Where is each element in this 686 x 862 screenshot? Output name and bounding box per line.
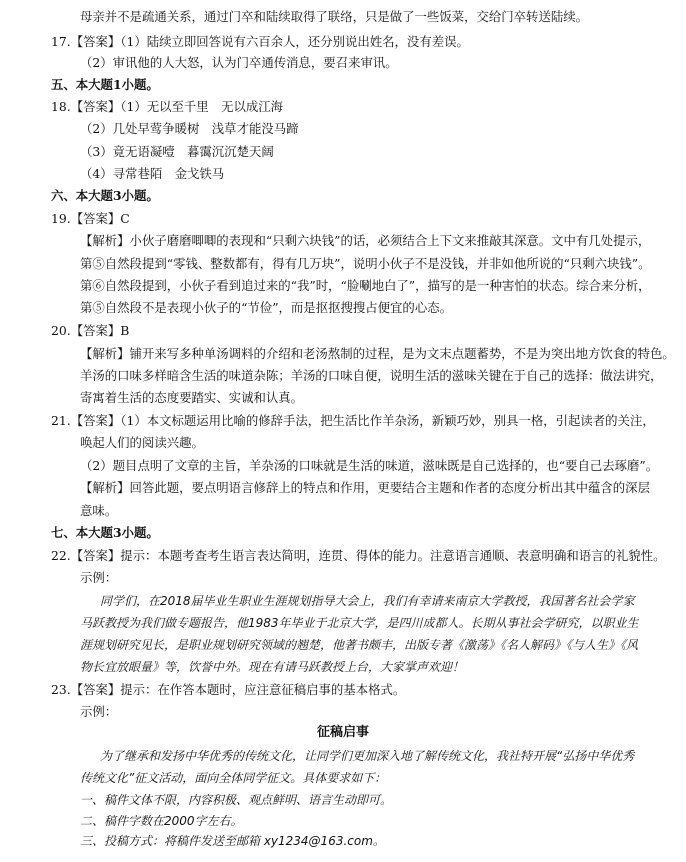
line-14: 20.【答案】B — [51, 323, 130, 338]
line-2: （2）审讯他的人大怒，认为门卒通传消息，要召来审讯。 — [80, 55, 398, 70]
line-31: 示例： — [80, 704, 118, 719]
line-29: 物长宜放眼量》等，饮誉中外。现在有请马跃教授上台，大家掌声欢迎！ — [80, 660, 465, 674]
line-4: 18.【答案】（1）无以至千里 无以成江海 — [51, 99, 284, 114]
line-33: 为了继承和发扬中华优秀的传统文化，让同学们更加深入地了解传统文化，我社特开展“弘扬中华优秀 — [100, 749, 635, 763]
line-23: 七、本大题3小题。 — [51, 525, 159, 540]
line-27: 马跃教授为我们做专题报告，他1983年毕业于北京大学，是四川成都人。长期从事社会学研究，以职业生 — [80, 616, 639, 630]
notice-title: 征稿启事 — [316, 725, 369, 740]
line-20: （2）题目点明了文章的主旨，羊杂汤的口味就是生活的味道，滋味既是自己选择的，也“要自己去琢磨”。 — [80, 458, 659, 473]
line-28: 涯规划研究见长，是职业规划研究领域的翘楚，他著书颇丰，出版专著《激荡》《名人解码》《与人生》《风 — [80, 638, 639, 652]
line-3: 五、本大题1小题。 — [51, 77, 159, 92]
line-1: 17.【答案】（1）陆续立即回答说有六百余人，还分别说出姓名，没有差误。 — [51, 34, 469, 49]
line-36: 二、稿件字数在2000字左右。 — [80, 814, 243, 828]
line-17: 寄寓着生活的态度要踏实、实诚和认真。 — [80, 390, 304, 405]
line-19: 唤起人们的阅读兴趣。 — [80, 435, 204, 450]
line-22: 意味。 — [80, 503, 118, 518]
line-16: 羊汤的口味多样暗含生活的味道杂陈；羊汤的口味自便，说明生活的滋味关键在于自己的选择：做法讲究， — [80, 368, 663, 383]
line-24: 22.【答案】提示：本题考查考生语言表达简明，连贯、得体的能力。注意语言通顺、表意明确和语言的礼貌性。 — [51, 548, 666, 563]
line-6: （3）竟无语凝噎 暮霭沉沉楚天阔 — [80, 144, 274, 159]
line-25: 示例： — [80, 570, 118, 585]
line-12: 第⑥自然段提到，小伙子看到追过来的“我”时，“脸唰地白了”，描写的是一种害怕的状态。综合来分析， — [80, 278, 651, 293]
line-21: 【解析】回答此题，要点明语言修辞上的特点和作用，更要结合主题和作者的态度分析出其中蕴含的深层 — [80, 480, 650, 495]
line-9: 19.【答案】C — [51, 211, 130, 226]
line-37: 三、投稿方式：将稿件发送至邮箱 xy1234@163.com。 — [80, 834, 385, 848]
line-35: 一、稿件文体不限，内容积极、观点鲜明、语言生动即可。 — [80, 793, 393, 807]
line-26: 同学们，在2018届毕业生职业生涯规划指导大会上，我们有幸请来南京大学教授，我国著名社会学家 — [100, 594, 635, 608]
line-18: 21.【答案】（1）本文标题运用比喻的修辞手法，把生活比作羊杂汤，新颖巧妙，别具一格，引起读者的关注， — [51, 413, 655, 428]
line-5: （2）几处早莺争暖树 浅草才能没马蹄 — [80, 121, 299, 136]
line-8: 六、本大题3小题。 — [51, 188, 159, 203]
line-7: （4）寻常巷陌 金戈铁马 — [80, 166, 225, 181]
line-34: 传统文化”征文活动，面向全体同学征文。具体要求如下： — [80, 771, 387, 785]
line-30: 23.【答案】提示：在作答本题时，应注意征稿启事的基本格式。 — [51, 682, 406, 697]
line-10: 【解析】小伙子磨磨唧唧的表现和“只剩六块钱”的话，必须结合上下文来推敲其深意。文中有几处提示， — [80, 233, 651, 248]
line-13: 第⑤自然段不是表现小伙子的“节俭”，而是抠抠搜搜占便宜的心态。 — [80, 300, 452, 315]
line-0: 母亲并不是疏通关系，通过门卒和陆续取得了联络，只是做了一些饭菜，交给门卒转送陆续。 — [80, 9, 589, 24]
line-15: 【解析】铺开来写多种单汤调料的介绍和老汤熬制的过程，是为文末点题蓄势，不是为突出地方饮食的特色。 — [80, 346, 675, 361]
line-11: 第⑤自然段提到“零钱、整数都有，得有几万块”，说明小伙子不是没钱，并非如他所说的“只剩六块钱”。 — [80, 256, 651, 271]
